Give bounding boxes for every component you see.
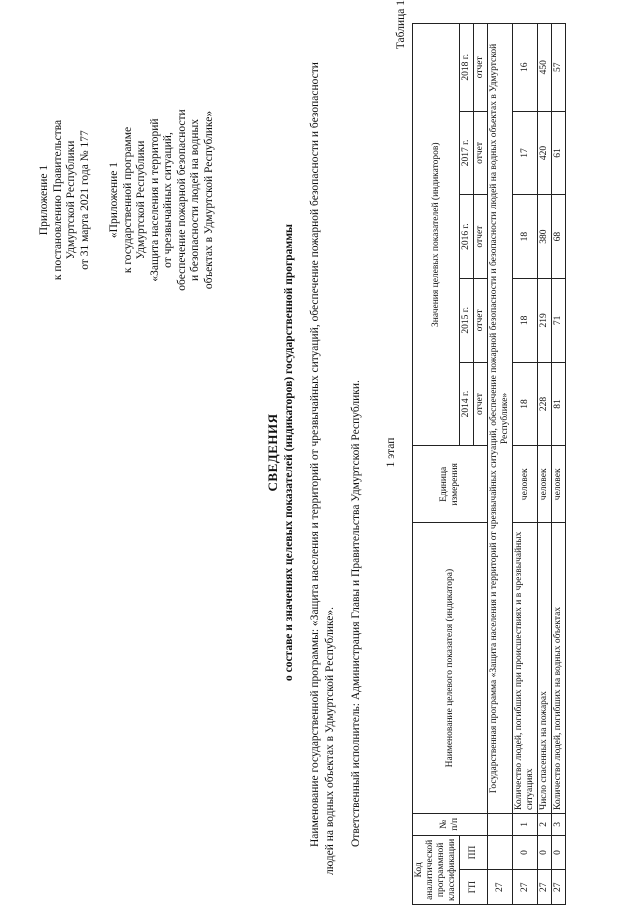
header-code: Код аналитической программной классификации [413, 835, 460, 904]
cell-name: Количество людей, погибших при происшествиях и в чрезвычайных ситуациях [513, 523, 538, 814]
appendix-line: «Защита населения и территорий [148, 118, 161, 282]
appendix-line: к постановлению Правительства [51, 119, 64, 281]
cell-value: 16 [513, 24, 538, 112]
cell-name: Количество людей, погибших на водных объектах [552, 523, 566, 814]
table-row [552, 24, 566, 905]
appendix-line: «Приложение 1 [108, 161, 120, 239]
appendix-line: и безопасности людей на водных [189, 118, 201, 282]
header-report: отчет [474, 111, 488, 195]
stage-label: 1 этап [385, 437, 397, 468]
appendix-line: Удмуртской Республики [135, 140, 147, 260]
header-year: 2014 г. [460, 362, 474, 446]
cell-num: 2 [538, 813, 552, 835]
cell-value: 18 [513, 362, 538, 446]
cell-unit: человек [552, 446, 566, 523]
appendix-line: от 31 марта 2021 года № 177 [78, 130, 91, 270]
header-report: отчет [474, 278, 488, 362]
table-row [513, 24, 538, 905]
appendix-line: объектах в Удмуртской Республике» [202, 110, 215, 290]
cell-pp: 0 [552, 835, 566, 870]
program-row [488, 24, 513, 905]
indicators-table [412, 23, 566, 905]
cell-unit: человек [513, 446, 538, 523]
table-row [538, 24, 552, 905]
header-report: отчет [474, 195, 488, 279]
header-unit: Единица измерения [413, 446, 488, 523]
cell-value: 228 [538, 362, 552, 446]
header-gp: ГП [460, 870, 488, 905]
cell-value: 71 [552, 278, 566, 362]
appendix-line: к государственной программе [121, 126, 134, 274]
header-year: 2017 г. [460, 111, 474, 195]
cell-value: 420 [538, 111, 552, 195]
cell-pp: 0 [538, 835, 552, 870]
appendix-line: Удмуртской Республики [65, 140, 77, 260]
cell-value: 450 [538, 24, 552, 112]
cell-gp: 27 [538, 870, 552, 905]
appendix-line: от чрезвычайных ситуаций, [162, 132, 174, 268]
cell-value: 17 [513, 111, 538, 195]
cell-value: 61 [552, 111, 566, 195]
cell-gp: 27 [513, 870, 538, 905]
responsible-executor: Ответственный исполнитель: Администрация Главы и Правительства Удмуртской Республики. [350, 380, 362, 847]
header-year: 2015 г. [460, 278, 474, 362]
cell-num: 1 [513, 813, 538, 835]
program-title-cell: Государственная программа «Защита населения и территорий от чрезвычайных ситуаций, обеспечение пожарной безопасности и безопасности людей на водных объектах в Удмуртской Республике» [488, 24, 513, 814]
header-report: отчет [474, 362, 488, 446]
document-subtitle: о составе и значениях целевых показателей (индикаторов) государственной программы [283, 223, 295, 682]
cell-value: 81 [552, 362, 566, 446]
cell-pp: 0 [513, 835, 538, 870]
title-block [265, 0, 295, 905]
appendix-block [38, 70, 216, 330]
cell-name: Число спасенных на пожарах [538, 523, 552, 814]
cell-gp: 27 [552, 870, 566, 905]
header-year: 2016 г. [460, 195, 474, 279]
header-pp: ПП [460, 835, 488, 870]
appendix-line: обеспечение пожарной безопасности [175, 109, 188, 291]
header-values: Значения целевых показателей (индикаторов) [413, 24, 460, 446]
header-name: Наименование целевого показателя (индикатора) [413, 523, 488, 814]
document-title: СВЕДЕНИЯ [265, 413, 280, 492]
cell-value: 18 [513, 278, 538, 362]
header-year: 2018 г. [460, 24, 474, 112]
cell-value: 219 [538, 278, 552, 362]
cell-gp: 27 [488, 870, 513, 905]
program-name: Наименование государственной программы: «Защита населения и территорий от чрезвычайных ситуаций, обеспечение пожарной безопасности и безопасности людей на водных объектах в Удмуртской Республике». [309, 62, 336, 875]
cell-num: 3 [552, 813, 566, 835]
cell-value: 57 [552, 24, 566, 112]
cell-unit: человек [538, 446, 552, 523]
header-num: № п/п [413, 813, 488, 835]
cell-value: 18 [513, 195, 538, 279]
cell-value: 68 [552, 195, 566, 279]
table-label: Таблица 1 [395, 0, 407, 50]
appendix-line: Приложение 1 [38, 164, 50, 236]
cell-value: 380 [538, 195, 552, 279]
header-report: отчет [474, 24, 488, 112]
